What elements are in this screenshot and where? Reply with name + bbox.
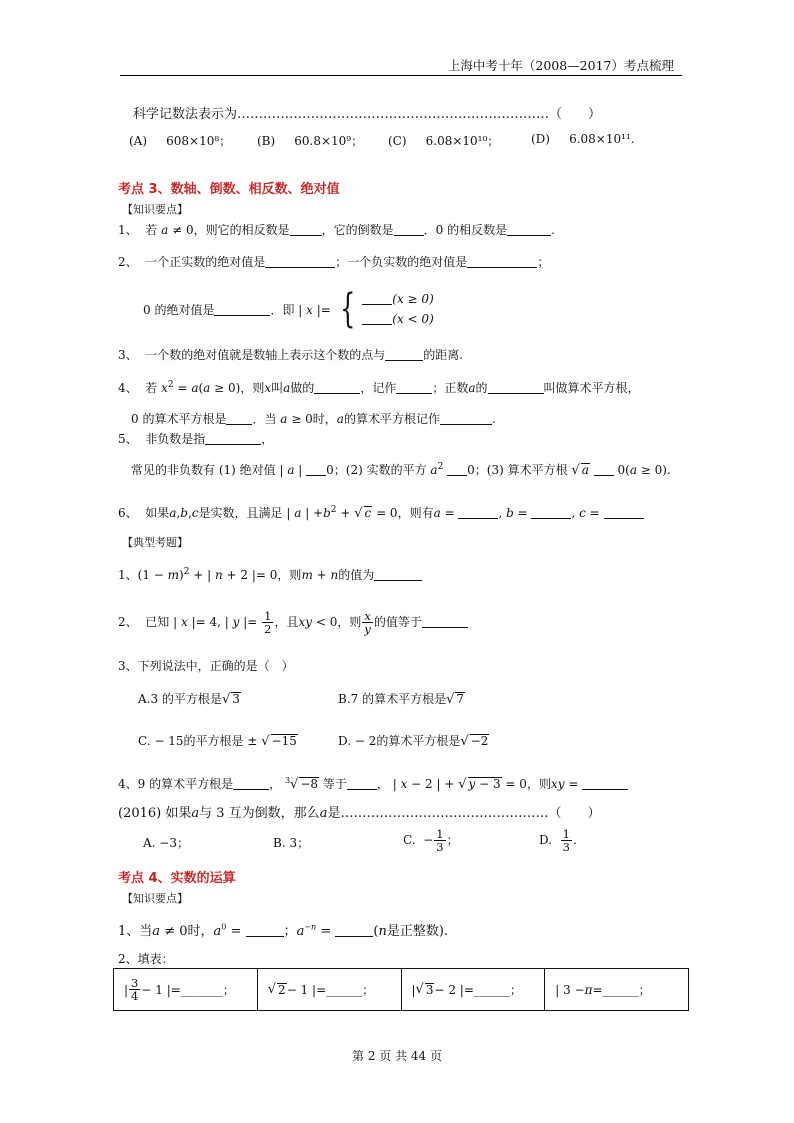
section-4-item-1: 1、当a ≠ 0时，$a^0$ = ；$a^{-n} = (n$是正整数). (118, 922, 449, 939)
typical-q2: 2、 已知 | x |= 4, | y |= $\frac{1}{2}$ ，且xy < 0，则 $\frac{x}{y}$ 的值等于 (118, 610, 468, 635)
prev-choice-a: (A) 608×10⁸； (129, 134, 232, 148)
left-brace: { (339, 286, 356, 332)
section-4-knowledge-label: 【知识要点】 (122, 892, 188, 905)
table-cell-2: √ 2 − 1 | =______； (258, 969, 402, 1010)
typical-q3-choice-a: A.3 的平方根是√ 3 (138, 692, 240, 707)
typical-q5-stem: (2016) 如果a与 3 互为倒数，那么a是…………………………………………（ ） (118, 806, 601, 821)
prev-choice-c: (C) 6.08×10¹⁰； (388, 134, 500, 148)
knowledge-item-3: 3、 一个数的绝对值就是数轴上表示这个数的点与 的距离. (118, 348, 464, 362)
typical-questions-label: 【典型考题】 (122, 536, 188, 549)
prev-choice-d: (D) 6.08×10¹¹. (531, 132, 635, 146)
typical-q3-choice-b: B.7 的算术平方根是√ 7 (338, 692, 465, 707)
table-cell-4: | 3 − π =______； (555, 982, 651, 997)
knowledge-item-2: 2、 一个正实数的绝对值是 ；一个负实数的绝对值是 ； (118, 255, 550, 269)
fill-in-table (113, 968, 689, 1011)
typical-q5-choice-b: B. 3； (273, 836, 310, 850)
page-footer: 第 2 页 共 44 页 (352, 1049, 442, 1063)
section-4-title: 考点 4、实数的运算 (118, 871, 236, 886)
typical-q5-choice-a: A. −3； (143, 836, 189, 850)
typical-q5-choice-c: C. − $\frac{1}{3}$ ； (403, 827, 459, 854)
header-rule (120, 75, 682, 76)
typical-q5-choice-d: D. $\frac{1}{3}$ . (539, 827, 577, 854)
section-3-knowledge-label: 【知识要点】 (122, 203, 188, 216)
knowledge-item-5b-full: 常见的非负数有 (1) 绝对值 | a | 0；(2) 实数的平方 $a^2$ 0；(3) 算术平方根 √ a 0(a ≥ 0). (131, 462, 671, 478)
table-cell-3: | √ 3 − 2 | =______； (402, 969, 546, 1010)
typical-q4: 4、9 的算术平方根是 ， $^3$√ −8 等于 ， | x − 2 | + √ y − 3 = 0，则xy = (118, 775, 628, 792)
typical-q3-stem: 3、下列说法中，正确的是（ ） (118, 659, 294, 673)
typical-q3-choice-d: D. − 2的算术平方根是√ −2 (338, 734, 489, 749)
knowledge-item-4: 4、 若 $x^2 = a(a \ge 0)$，则x叫a做的 ，记作 ；正数a的 叫做算术平方根， (118, 380, 640, 395)
typical-q1: 1、$(1 - m)^2$ + | n + 2 |= 0，则m + n的值为 (118, 566, 422, 583)
prev-question-stem: 科学记数法表示为………………………………………………………………（ ） (133, 107, 602, 122)
typical-q3-choice-c: C. − 15的平方根是 ± √ −15 (138, 734, 297, 749)
section-3-title: 考点 3、数轴、倒数、相反数、绝对值 (118, 182, 340, 197)
table-cell-1: | $\frac{3}{4}$ − 1 | =_______； (114, 969, 258, 1010)
knowledge-item-1: 1、 若 a ≠ 0，则它的相反数是 ，它的倒数是 ．0 的相反数是 . (118, 223, 555, 237)
page-header: 上海中考十年（2008—2017）考点梳理 (447, 58, 674, 73)
prev-choice-b: (B) 60.8×10⁹； (257, 134, 364, 148)
knowledge-item-2b: 0 的绝对值是 ．即 | x |= { (x ≥ 0) (x < 0) (143, 286, 434, 332)
knowledge-item-4b: 0 的算术平方根是 ．当 a ≥ 0时，a的算术平方根记作 . (131, 412, 496, 426)
knowledge-item-5: 5、 非负数是指 ， (118, 432, 274, 446)
section-4-item-2: 2、填表： (118, 952, 174, 966)
knowledge-item-6: 6、 如果a,b,c是实数，且满足 | a | $+b^2$ + √ c = 0，则有a = , b = , c = (118, 504, 644, 521)
